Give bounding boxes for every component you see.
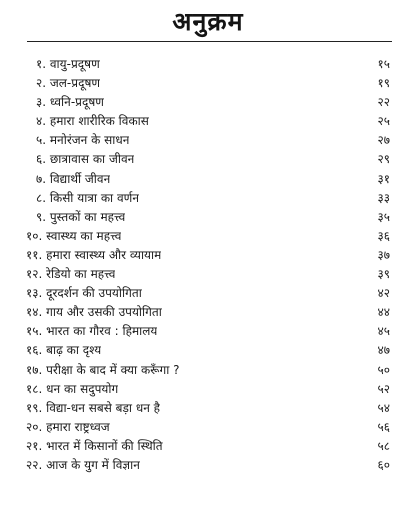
toc-entry-page: ५६ bbox=[377, 419, 390, 434]
toc-entry-title: १०. स्वास्थ्य का महत्त्व bbox=[26, 228, 122, 243]
toc-entry bbox=[0, 74, 416, 93]
toc-entry-page: ३३ bbox=[377, 190, 390, 205]
toc-entry-page: ४५ bbox=[377, 324, 390, 339]
toc-entry-page: १९ bbox=[377, 76, 390, 91]
toc-entry-title: १७. परीक्षा के बाद में क्या करूँगा ? bbox=[26, 362, 180, 377]
toc-list bbox=[0, 55, 416, 475]
toc-entry bbox=[0, 456, 416, 475]
toc-entry-title: २२. आज के युग में विज्ञान bbox=[26, 457, 140, 472]
toc-entry-title: १६. बाढ़ का दृश्य bbox=[26, 343, 102, 358]
toc-entry-page: २५ bbox=[377, 114, 390, 129]
toc-entry-title: ५. मनोरंजन के साधन bbox=[36, 133, 130, 148]
toc-entry-title: १९. विद्या-धन सबसे बड़ा धन है bbox=[26, 400, 161, 415]
toc-entry-page: ५२ bbox=[377, 381, 390, 396]
toc-entry-title: २. जल-प्रदूषण bbox=[36, 76, 101, 91]
toc-entry bbox=[0, 303, 416, 322]
toc-entry-title: ८. किसी यात्रा का वर्णन bbox=[36, 190, 139, 205]
toc-entry-page: ५० bbox=[377, 362, 390, 377]
toc-entry-page: १५ bbox=[377, 57, 390, 71]
toc-entry-title: ११. हमारा स्वास्थ्य और व्यायाम bbox=[26, 247, 162, 262]
toc-entry bbox=[0, 112, 416, 131]
toc-entry-page: ३७ bbox=[377, 247, 390, 262]
toc-entry bbox=[0, 437, 416, 456]
toc-entry-title: १२. रेडियो का महत्त्व bbox=[26, 267, 116, 282]
toc-entry-page: ३९ bbox=[377, 267, 390, 282]
toc-entry-page: २२ bbox=[377, 95, 390, 110]
toc-entry-page: ३१ bbox=[377, 171, 390, 186]
toc-entry bbox=[0, 150, 416, 169]
toc-entry-page: ६० bbox=[377, 457, 390, 472]
toc-entry bbox=[0, 380, 416, 399]
toc-entry bbox=[0, 189, 416, 208]
toc-entry-page: ३६ bbox=[377, 228, 390, 243]
toc-entry bbox=[0, 170, 416, 189]
toc-entry-title: १८. धन का सदुपयोग bbox=[26, 381, 119, 396]
toc-entry-title: १४. गाय और उसकी उपयोगिता bbox=[26, 305, 162, 320]
toc-entry-title: ३. ध्वनि-प्रदूषण bbox=[36, 95, 104, 110]
toc-entry-title: १३. दूरदर्शन की उपयोगिता bbox=[26, 286, 142, 301]
toc-entry bbox=[0, 322, 416, 341]
toc-entry-page: ४७ bbox=[377, 343, 390, 358]
toc-entry-page: ५८ bbox=[377, 438, 390, 453]
toc-entry-page: ५४ bbox=[377, 400, 390, 415]
toc-entry-title: १५. भारत का गौरव : हिमालय bbox=[26, 324, 158, 339]
toc-entry-page: ४४ bbox=[377, 305, 390, 320]
toc-entry bbox=[0, 208, 416, 227]
toc-entry bbox=[0, 131, 416, 150]
toc-entry bbox=[0, 93, 416, 112]
toc-entry bbox=[0, 55, 416, 74]
toc-entry-title: ७. विद्यार्थी जीवन bbox=[36, 171, 111, 186]
toc-entry-title: २१. भारत में किसानों की स्थिति bbox=[26, 438, 163, 453]
toc-entry bbox=[0, 227, 416, 246]
toc-entry bbox=[0, 418, 416, 437]
title-divider bbox=[27, 41, 392, 42]
toc-entry-page: ४२ bbox=[377, 286, 390, 301]
toc-entry-title: ४. हमारा शारीरिक विकास bbox=[36, 114, 149, 129]
toc-entry bbox=[0, 361, 416, 380]
toc-entry bbox=[0, 265, 416, 284]
page-title: अनुक्रम bbox=[172, 7, 244, 36]
toc-entry-page: २७ bbox=[377, 133, 390, 148]
toc-entry bbox=[0, 284, 416, 303]
toc-entry-title: १. वायु-प्रदूषण bbox=[36, 57, 100, 71]
toc-entry bbox=[0, 399, 416, 418]
toc-entry-page: २९ bbox=[377, 152, 390, 167]
toc-entry-title: ६. छात्रावास का जीवन bbox=[36, 152, 135, 167]
toc-entry-title: ९. पुस्तकों का महत्त्व bbox=[36, 209, 126, 224]
toc-entry-title: २०. हमारा राष्ट्रध्वज bbox=[26, 419, 110, 434]
toc-entry-page: ३५ bbox=[377, 209, 390, 224]
toc-entry bbox=[0, 246, 416, 265]
toc-entry bbox=[0, 341, 416, 360]
